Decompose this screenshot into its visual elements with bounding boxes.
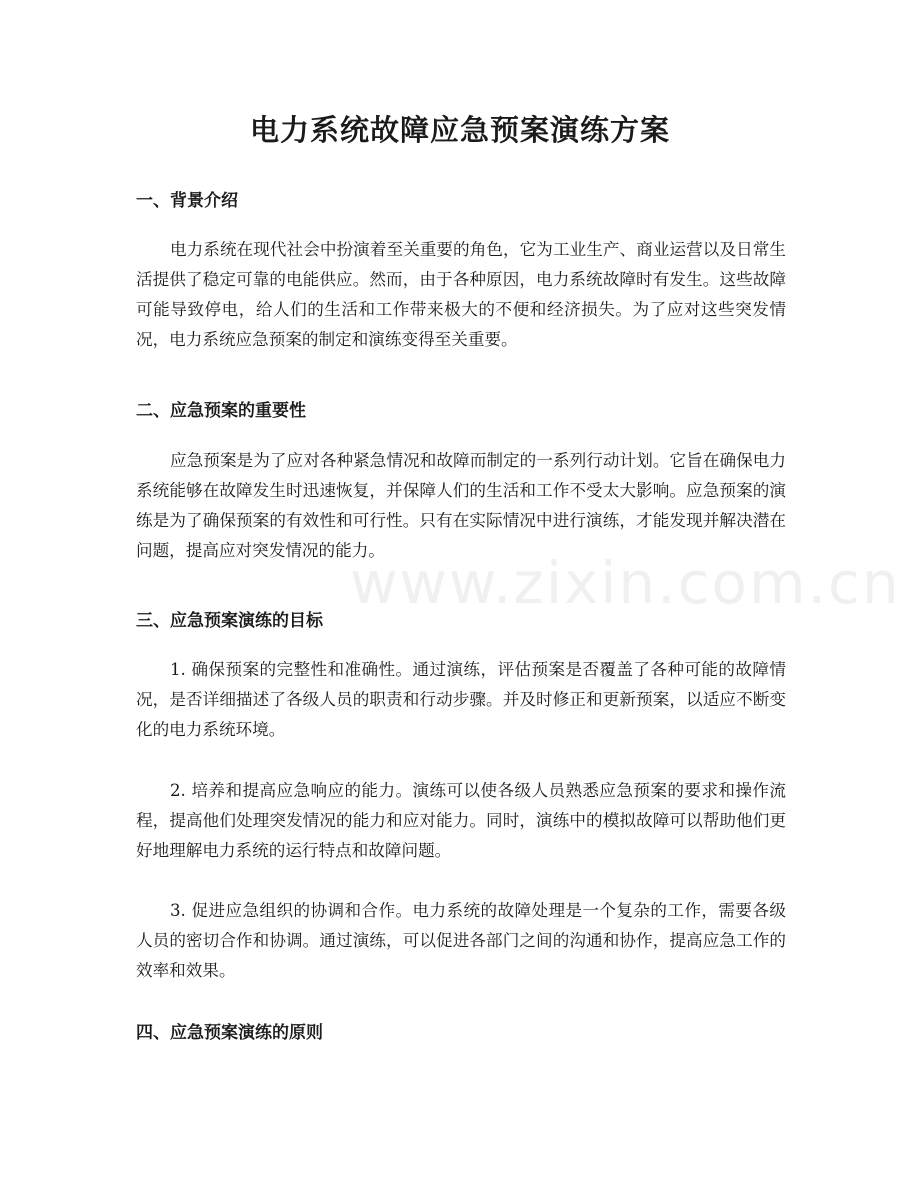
paragraph-goal-3: 3. 促进应急组织的协调和合作。电力系统的故障处理是一个复杂的工作，需要各级人员的密切合作和协调。通过演练，可以促进各部门之间的沟通和协作，提高应急工作的效率和效果。 — [136, 901, 786, 980]
paragraph-importance: 应急预案是为了应对各种紧急情况和故障而制定的一系列行动计划。它旨在确保电力系统能够在故障发生时迅速恢复，并保障人们的生活和工作不受太大影响。应急预案的演练是为了确保预案的有效性和可行性。只有在实际情况中进行演练，才能发现并解决潜在问题，提高应对突发情况的能力。 — [136, 451, 786, 560]
section-heading-principles: 四、应急预案演练的原则 — [136, 1023, 323, 1043]
paragraph-goal-2: 2. 培养和提高应急响应的能力。演练可以使各级人员熟悉应急预案的要求和操作流程，提高他们处理突发情况的能力和应对能力。同时，演练中的模拟故障可以帮助他们更好地理解电力系统的运行特点和故障问题。 — [136, 781, 786, 860]
watermark-text: www.zixin.com.cn — [350, 549, 901, 617]
document-title: 电力系统故障应急预案演练方案 — [249, 113, 670, 147]
section-heading-importance: 二、应急预案的重要性 — [136, 401, 306, 421]
section-heading-background: 一、背景介绍 — [136, 191, 238, 211]
section-heading-goals: 三、应急预案演练的目标 — [136, 611, 323, 631]
paragraph-goal-1: 1. 确保预案的完整性和准确性。通过演练，评估预案是否覆盖了各种可能的故障情况，是否详细描述了各级人员的职责和行动步骤。并及时修正和更新预案，以适应不断变化的电力系统环境。 — [136, 660, 786, 739]
paragraph-background: 电力系统在现代社会中扮演着至关重要的角色，它为工业生产、商业运营以及日常生活提供了稳定可靠的电能供应。然而，由于各种原因，电力系统故障时有发生。这些故障可能导致停电，给人们的生活和工作带来极大的不便和经济损失。为了应对这些突发情况，电力系统应急预案的制定和演练变得至关重要。 — [136, 240, 786, 349]
